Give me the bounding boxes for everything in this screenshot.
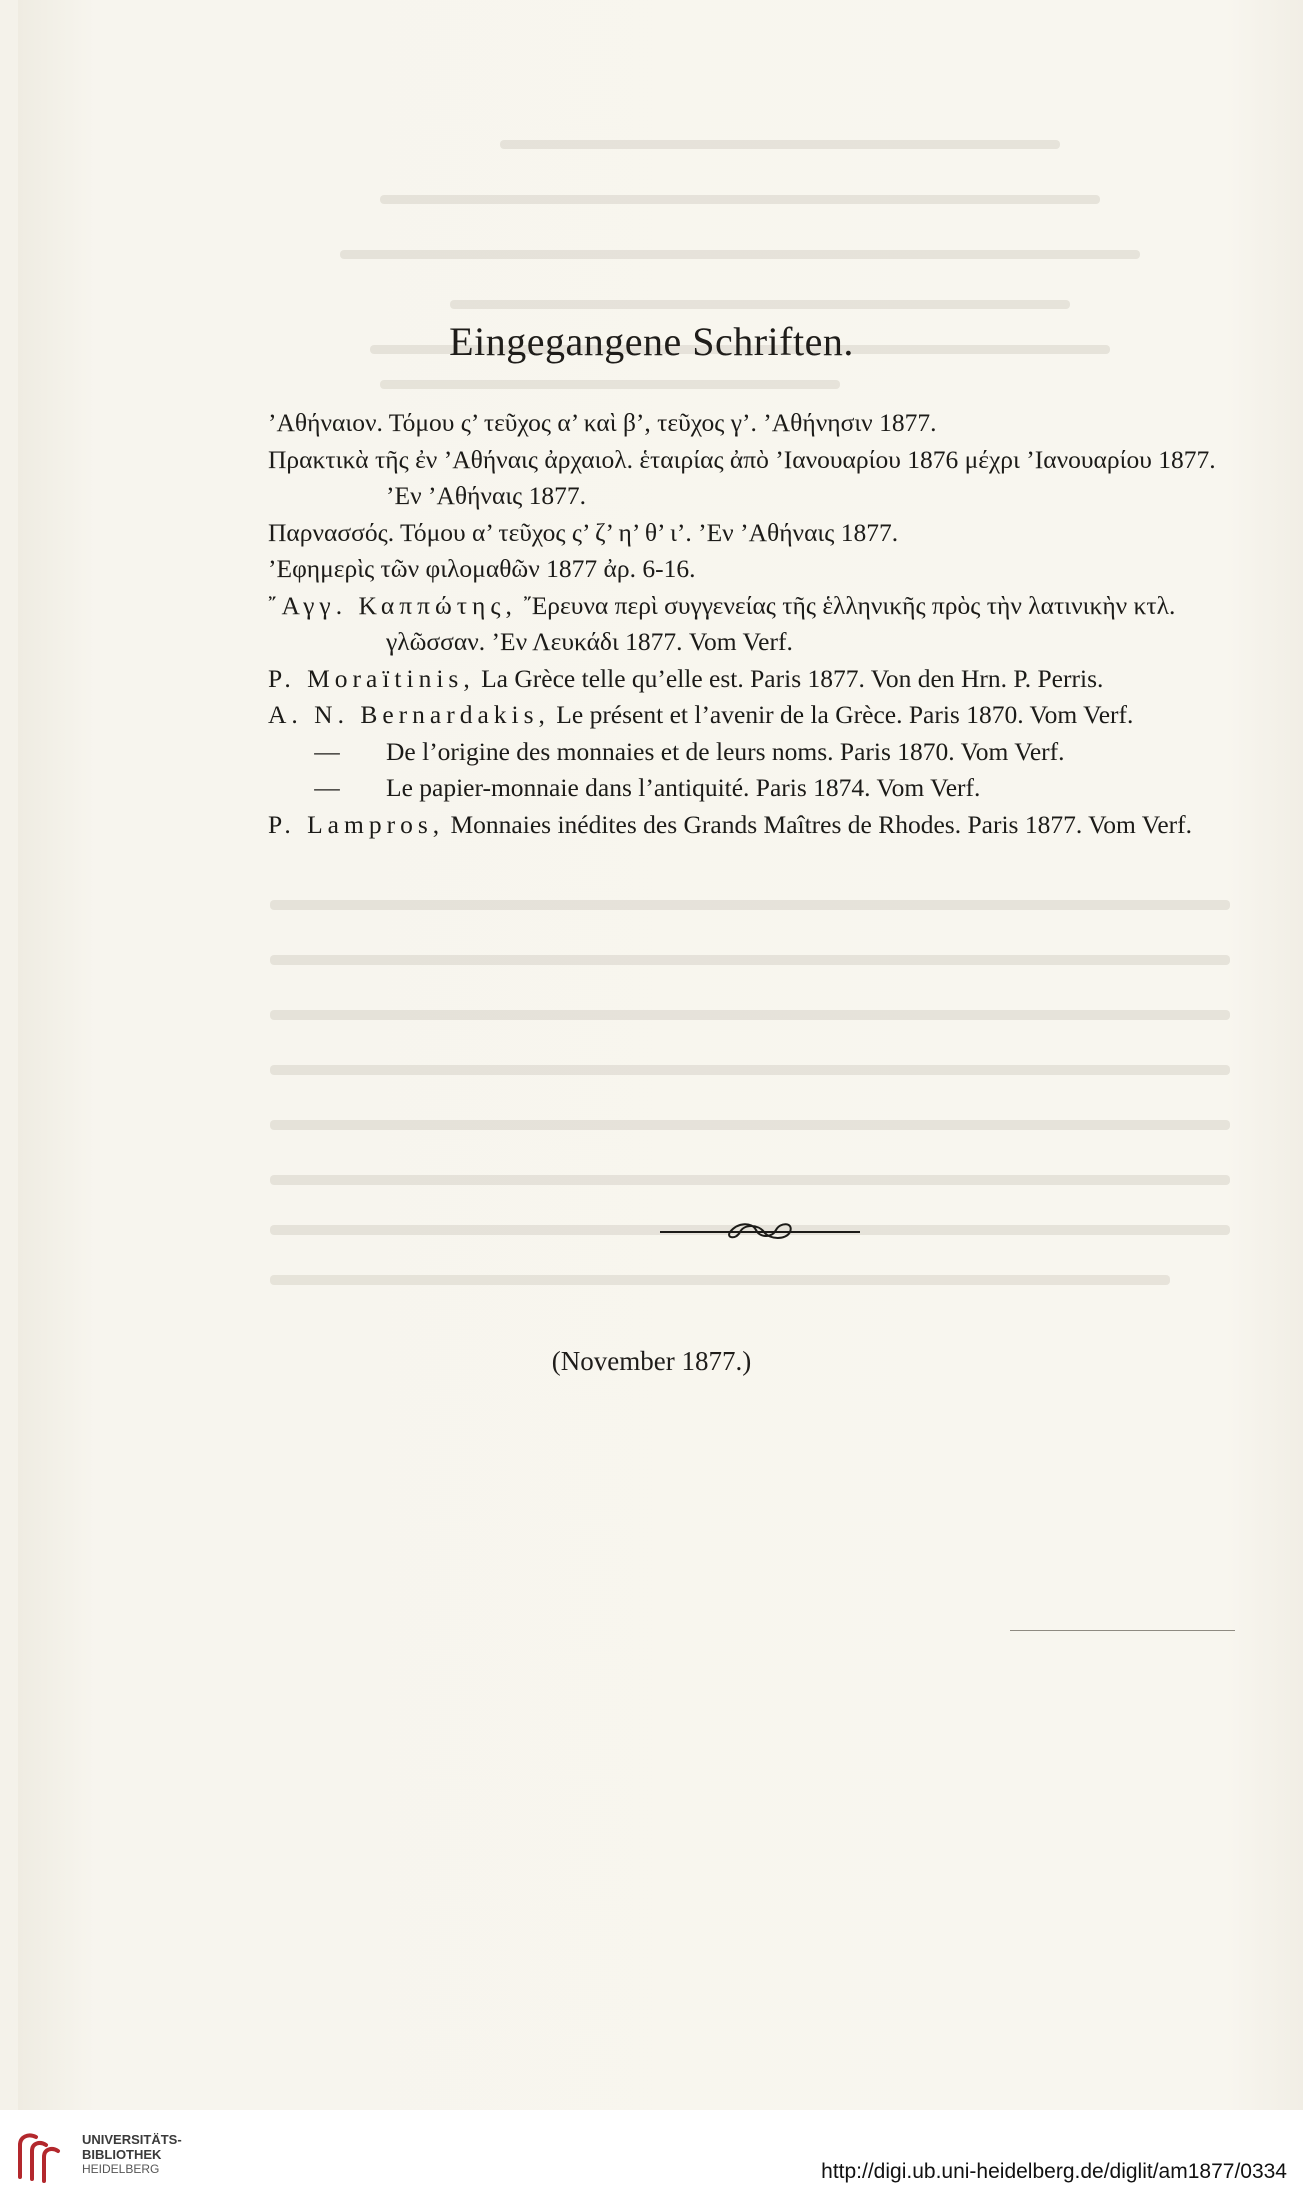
- entry-text: Le présent et l’avenir de la Grèce. Paris 1870. Vom Verf.: [549, 700, 1134, 729]
- viewer-footer: [0, 2110, 1303, 2205]
- ditto-dash: —: [314, 736, 340, 766]
- entry-text: ’Αθήναιον. Τόμου ς’ τεῦχος α’ καὶ β’, τεῦχος γ’. ’Αθήνησιν 1877.: [268, 408, 937, 437]
- footnote-divider: [1010, 1630, 1235, 1631]
- entry-text: La Grèce telle qu’elle est. Paris 1877. Von den Hrn. P. Perris.: [474, 663, 1104, 693]
- entry-text: ’Εφημερὶς τῶν φιλομαθῶν 1877 ἀρ. 6-16.: [268, 554, 696, 583]
- ditto-dash: —: [314, 773, 340, 802]
- entry-author: P. Lampros,: [268, 809, 445, 839]
- list-item: [268, 551, 1238, 588]
- list-item: [268, 442, 1238, 515]
- entry-author: ῎Αγγ. Καππώτης,: [268, 590, 517, 620]
- entry-text: Πρακτικὰ τῆς ἐν ’Αθήναις ἀρχαιολ. ἑταιρίας ἀπὸ ’Ιανουαρίου 1876 μέχρι ’Ιανουαρίου 1877. ’Εν ’Αθήναις 1877.: [268, 444, 1216, 510]
- entry-author: P. Moraïtinis,: [268, 663, 475, 693]
- entry-author: A. N. Bernardakis,: [268, 700, 550, 729]
- institution-name: [82, 2132, 182, 2177]
- entry-text: De l’origine des monnaies et de leurs noms. Paris 1870. Vom Verf.: [386, 736, 1065, 766]
- heidelberg-library-logo-icon: [14, 2127, 74, 2187]
- permalink[interactable]: http://digi.ub.uni-heidelberg.de/diglit/am1877/0334: [821, 2160, 1287, 2183]
- date-line: (November 1877.): [551, 1346, 752, 1376]
- list-item: [268, 697, 1238, 734]
- list-item: [268, 405, 1238, 442]
- page-title: Eingegangene Schriften.: [449, 319, 854, 364]
- entry-text: Παρνασσός. Τόμου α’ τεῦχος ς’ ζ’ η’ θ’ ι’. ’Εν ’Αθήναις 1877.: [268, 517, 899, 547]
- ornament-divider-icon: [660, 1218, 860, 1242]
- entry-list: [268, 405, 1238, 843]
- institution-line: HEIDELBERG: [82, 2162, 160, 2176]
- list-item: [268, 734, 1238, 771]
- list-item: [268, 515, 1238, 552]
- list-item: [268, 807, 1238, 844]
- entry-text: ῎Ερευνα περὶ συγγενείας τῆς ἑλληνικῆς πρὸς τὴν λατινικὴν κτλ. γλῶσσαν. ’Εν Λευκάδι 1877. Vom Verf.: [386, 590, 1176, 656]
- entry-text: Le papier-monnaie dans l’antiquité. Paris 1874. Vom Verf.: [386, 773, 981, 802]
- institution-line: BIBLIOTHEK: [82, 2147, 162, 2162]
- institution-line: UNIVERSITÄTS-: [82, 2132, 182, 2147]
- list-item: [268, 588, 1238, 661]
- list-item: [268, 661, 1238, 698]
- list-item: [268, 770, 1238, 807]
- entry-text: Monnaies inédites des Grands Maîtres de Rhodes. Paris 1877. Vom Verf.: [444, 809, 1193, 839]
